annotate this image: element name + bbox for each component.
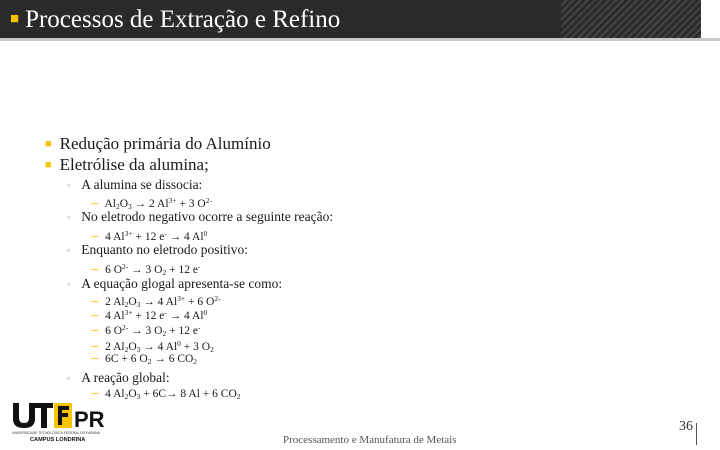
footer-text: Processamento e Manufatura de Metais [283,434,457,446]
square-bullet-icon: ■ [45,159,52,171]
swirl-bullet-icon: ∽ [90,198,100,210]
swirl-bullet-icon: ∽ [90,341,100,353]
equation-line: ∽ 6C + 6 $O_2 \to 6$ $CO_2$ [90,353,198,366]
equation-line: ∽ 4 $Al^{3+} + 12$ e- → 4 Al$^0$ [90,229,208,243]
page-number-divider [696,423,697,445]
square-bullet-icon: ■ [10,11,20,27]
bullet-level1: ■ Eletrólise da alumina; [45,155,209,174]
hollow-square-bullet-icon: ▫ [67,373,71,383]
bullet-level2: ▫ Enquanto no eletrodo positivo: [67,242,249,257]
hollow-square-bullet-icon: ▫ [67,279,71,289]
bullet-level1: ■ Redução primária do Alumínio [45,134,271,153]
logo-university-text: UNIVERSIDADE TECNOLÓGICA FEDERAL DO PARANÁ [12,431,100,435]
utfpr-logo [10,401,110,445]
swirl-bullet-icon: ∽ [90,264,100,276]
logo-campus-text: CAMPUS LONDRINA [30,437,86,443]
equation-line: ∽ 4 $Al^{3+} + 12$ e- → 4 Al$^0$ [90,308,208,322]
equation-line: ∽ 4 $Al_2O_3 + 6C\to 8$ Al + 6 $CO_2$ [90,388,241,401]
hollow-square-bullet-icon: ▫ [67,245,71,255]
bullet-level2: ▫ A equação glogal apresenta-se como: [67,276,283,291]
hollow-square-bullet-icon: ▫ [67,180,71,190]
swirl-bullet-icon: ∽ [90,325,100,337]
svg-text:PR: PR [74,407,105,432]
equation-line: ∽ $Al_2O_3 \to 2$ $Al^{3+} + 3$ $O^{2-}$ [90,196,212,211]
utfpr-logo-graphic [10,401,110,445]
swirl-bullet-icon: ∽ [90,231,100,243]
bullet-level2: ▫ No eletrodo negativo ocorre a seguinte reação: [67,209,334,224]
equation-line: ∽ 6 $O^{2-} \to 3$ $O_2 + 12$ e- [90,323,201,338]
equation-line: ∽ 2 $Al_2O_3 \to 4$ $Al^{3+} + 6$ $O^{2-}$ [90,294,221,309]
bullet-level2: ▫ A reação global: [67,370,170,385]
swirl-bullet-icon: ∽ [90,353,100,365]
swirl-bullet-icon: ∽ [90,310,100,322]
equation-line: ∽ 2 $Al_2O_3 \to 4$ $Al^0 + 3$ $O_2$ [90,339,214,354]
square-bullet-icon: ■ [45,138,52,150]
swirl-bullet-icon: ∽ [90,296,100,308]
equation-line: ∽ 6 $O^{2-} \to 3$ $O_2 + 12$ e- [90,262,201,277]
hollow-square-bullet-icon: ▫ [67,212,71,222]
bullet-level2: ▫ A alumina se dissocia: [67,177,203,192]
slide-title: Processos de Extração e Refino [25,6,341,33]
page-number: 36 [679,419,693,434]
swirl-bullet-icon: ∽ [90,388,100,400]
